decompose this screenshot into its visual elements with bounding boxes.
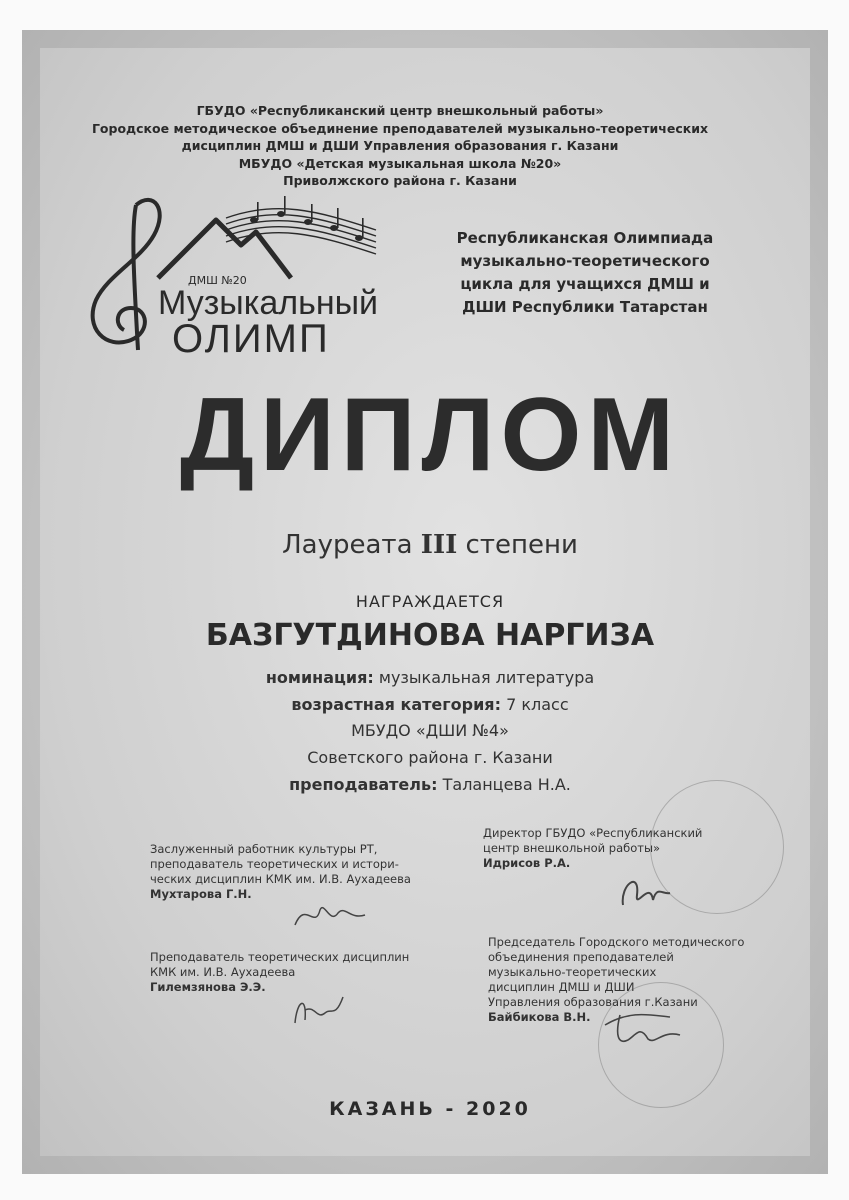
signatory-name: Идрисов Р.А. [483, 856, 571, 870]
header-line: МБУДО «Детская музыкальная школа №20» [238, 155, 562, 171]
music-olymp-logo [76, 190, 396, 360]
music-notes-icon [250, 196, 364, 241]
handwritten-signature-icon [615, 865, 675, 915]
signature-title-line: Преподаватель теоретических дисциплин [150, 950, 410, 964]
olympiad-line: цикла для учащихся ДМШ и [460, 275, 710, 293]
signature-title-line: Директор ГБУДО «Республиканский [483, 826, 703, 840]
signature-title-line: Управления образования г.Казани [488, 995, 698, 1009]
signature-block-1 [150, 842, 411, 902]
treble-clef-icon [93, 200, 160, 350]
diploma-title: ДИПЛОМ [179, 377, 681, 493]
header-line: Приволжского района г. Казани [283, 173, 517, 188]
handwritten-signature-icon [285, 985, 365, 1030]
mountain-icon [158, 220, 291, 278]
degree-roman: III [420, 530, 458, 560]
teacher-label: преподаватель: [289, 775, 438, 794]
age-category-label: возрастная категория: [291, 695, 501, 714]
school-line-1: МБУДО «ДШИ №4» [351, 721, 509, 740]
teacher-line [100, 775, 760, 794]
organizers-header [60, 102, 740, 190]
signature-title-line: Заслуженный работник культуры РТ, [150, 842, 378, 856]
signature-title-line: Председатель Городского методического [488, 935, 745, 949]
header-line: Городское методическое объединение преподавателей музыкально-теоретических [91, 120, 709, 136]
olympiad-line: ДШИ Республики Татарстан [462, 298, 708, 316]
school-line-2: Советского района г. Казани [307, 748, 553, 767]
header-line: ГБУДО «Республиканский центр внешкольный работы» [196, 103, 604, 118]
awarded-label: НАГРАЖДАЕТСЯ [355, 592, 505, 611]
degree-suffix: степени [465, 530, 578, 560]
age-category-value: 7 класс [506, 695, 569, 714]
teacher-value: Таланцева Н.А. [442, 775, 571, 794]
signature-title-line: дисциплин ДМШ и ДШИ [488, 980, 635, 994]
signature-title-line: центр внешкольной работы» [483, 841, 661, 855]
recipient-name: БАЗГУТДИНОВА НАРГИЗА [205, 618, 655, 653]
city-year: КАЗАНЬ - 2020 [329, 1098, 531, 1120]
signature-title-line: ческих дисциплин КМК им. И.В. Аухадеева [150, 872, 411, 886]
signatory-name: Байбикова В.Н. [488, 1010, 591, 1024]
age-category-line [100, 695, 760, 714]
logo-word-olymp: ОЛИМП [172, 317, 330, 360]
nomination-value: музыкальная литература [378, 668, 595, 687]
handwritten-signature-icon [600, 1005, 690, 1050]
logo-word-musical: Музыкальный [158, 284, 379, 322]
signature-block-3 [150, 950, 409, 995]
signature-title-line: музыкально-теоретических [488, 965, 657, 979]
signature-title-line: преподаватель теоретических и истори- [150, 857, 399, 871]
logo-school-text: ДМШ №20 [188, 274, 247, 287]
olympiad-line: музыкально-теоретического [460, 252, 710, 270]
signature-title-line: объединения преподавателей [488, 950, 674, 964]
signatory-name: Мухтарова Г.Н. [150, 887, 252, 901]
nomination-label: номинация: [265, 668, 374, 687]
signature-title-line: КМК им. И.В. Аухадеева [150, 965, 296, 979]
nomination-line [100, 668, 760, 687]
olympiad-title [415, 227, 755, 319]
handwritten-signature-icon [290, 895, 370, 935]
olympiad-line: Республиканская Олимпиада [456, 229, 714, 247]
signatory-name: Гилемзянова Э.Э. [150, 980, 266, 994]
degree-prefix: Лауреата [282, 530, 413, 560]
header-line: дисциплин ДМШ и ДШИ Управления образования г. Казани [181, 138, 619, 153]
staff-lines-icon [226, 209, 376, 254]
laureate-degree [100, 530, 760, 560]
logo-graphic [76, 190, 396, 360]
